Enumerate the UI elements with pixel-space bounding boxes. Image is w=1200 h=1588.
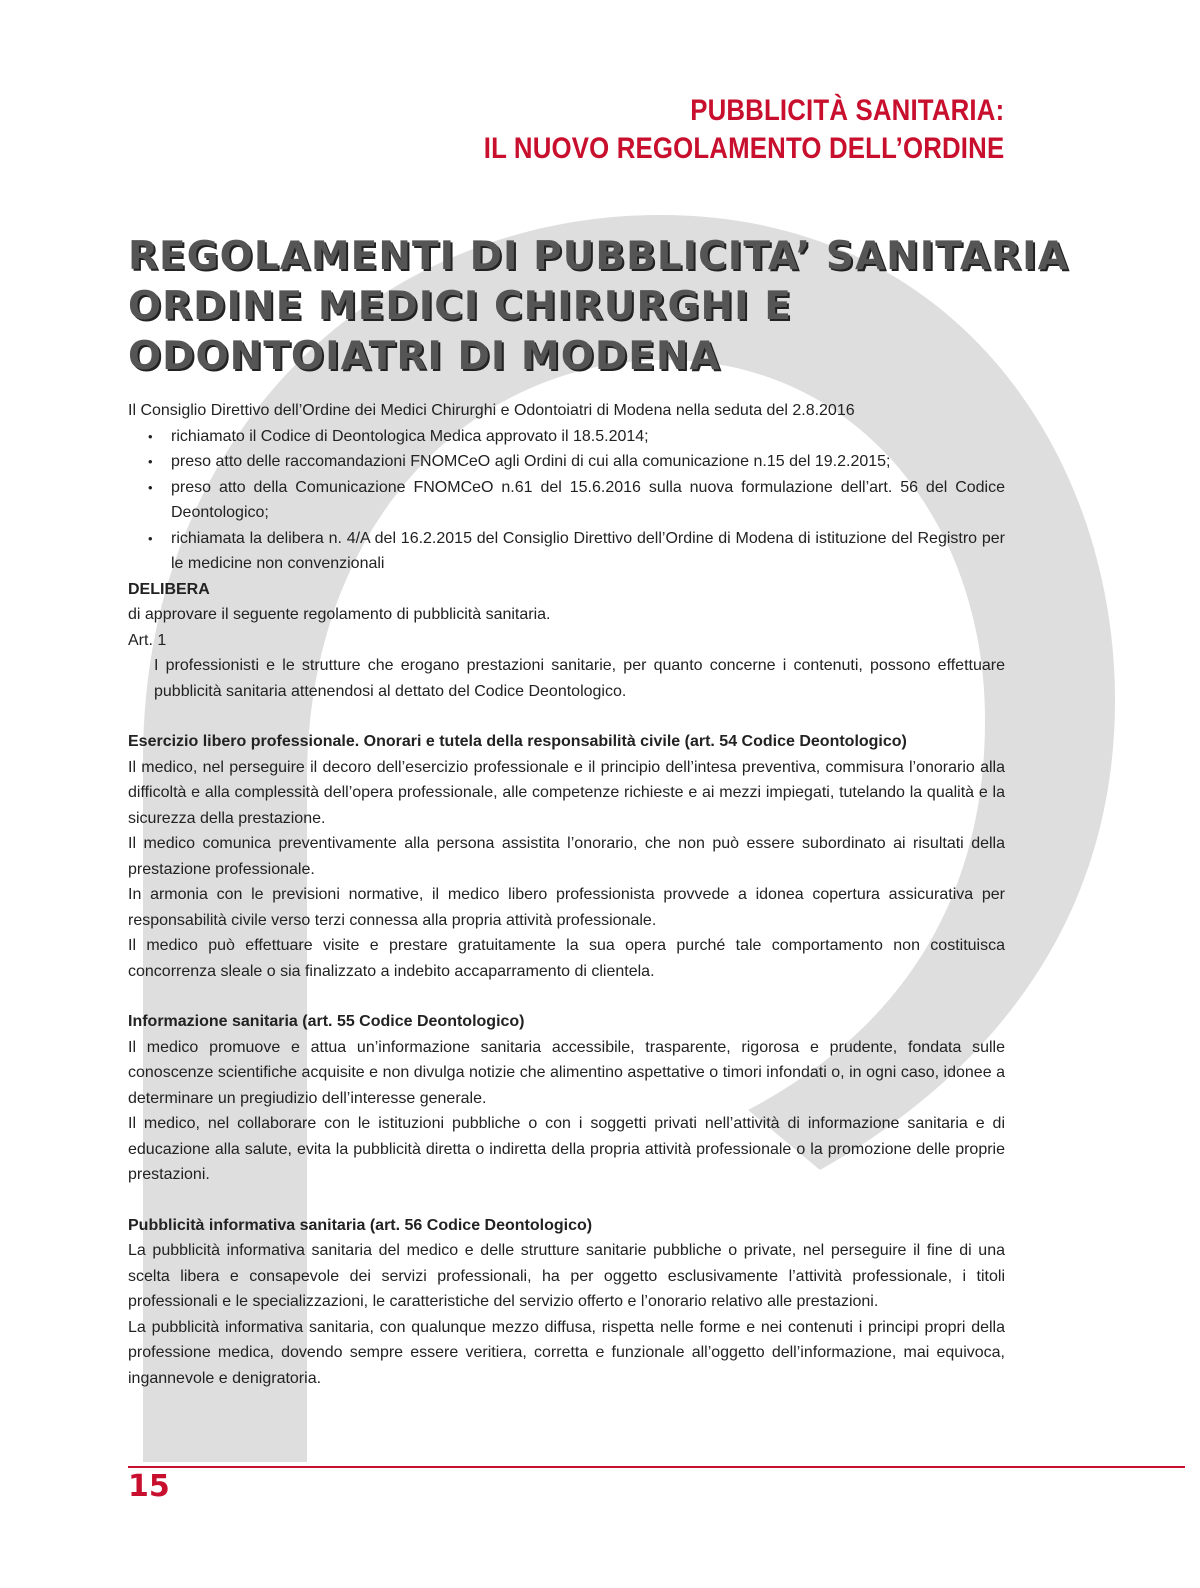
section-paragraph: Il medico, nel perseguire il decoro dell’esercizio professionale e il principio dell’intesa preventiva, commisura l’onorario alla difficoltà e alla complessità dell’opera professionale, alle competenze richieste e ai mezzi impiegati, tutelando la qualità e la sicurezza della prestazione. bbox=[128, 758, 1005, 827]
page-title-line-2: ORDINE MEDICI CHIRURGHI E bbox=[128, 284, 792, 329]
section-paragraph: Il medico può effettuare visite e prestare gratuitamente la sua opera purché tale comportamento non costituisca concorrenza sleale o sia finalizzato a indebito accaparramento di clientela. bbox=[128, 937, 1005, 980]
section-paragraph: Il medico, nel collaborare con le istituzioni pubbliche o con i soggetti privati nell’attività di informazione sanitaria e di educazione alla salute, evita la pubblicità diretta o indiretta della propria attività professionale o la promozione delle proprie prestazioni. bbox=[128, 1115, 1005, 1183]
art1-text: I professionisti e le strutture che erogano prestazioni sanitarie, per quanto concerne i contenuti, possono effettuare pubblicità sanitaria attenendosi al dettato del Codice Deontologico. bbox=[154, 657, 1005, 700]
delibera-heading: DELIBERA bbox=[128, 580, 210, 598]
art1-label: Art. 1 bbox=[128, 631, 167, 649]
document-body bbox=[128, 398, 1005, 1391]
section-title-art56: Pubblicità informativa sanitaria (art. 56 Codice Deontologico) bbox=[128, 1216, 593, 1234]
approve-paragraph: di approvare il seguente regolamento di pubblicità sanitaria. bbox=[128, 606, 551, 623]
section-paragraph: In armonia con le previsioni normative, il medico libero professionista provvede a idonea copertura assicurativa per responsabilità civile verso terzi connessa alla propria attività professionale. bbox=[128, 886, 1005, 929]
premise-item: • preso atto della Comunicazione FNOMCeO n.61 del 15.6.2016 sulla nuova formulazione dell’art. 56 del Codice Deontologico; bbox=[128, 475, 1005, 526]
footer-divider bbox=[128, 1466, 1185, 1468]
section-header-line-2: IL NUOVO REGOLAMENTO DELL’ORDINE bbox=[483, 132, 1004, 165]
premise-item: • preso atto delle raccomandazioni FNOMCeO agli Ordini di cui alla comunicazione n.15 del 19.2.2015; bbox=[128, 449, 1005, 475]
section-paragraph: La pubblicità informativa sanitaria, con qualunque mezzo diffusa, rispetta nelle forme e nei contenuti i principi propri della professione medica, dovendo sempre essere veritiera, corretta e funzionale all’oggetto dell’informazione, mai equivoca, ingannevole e denigratoria. bbox=[128, 1318, 1005, 1387]
page-title-line-3: ODONTOIATRI DI MODENA bbox=[128, 334, 721, 379]
premises-list bbox=[128, 424, 1005, 577]
premise-item: • richiamata la delibera n. 4/A del 16.2.2015 del Consiglio Direttivo dell’Ordine di Modena di istituzione del Registro per le medicine non convenzionali bbox=[128, 526, 1005, 577]
premise-item: • richiamato il Codice di Deontologica Medica approvato il 18.5.2014; bbox=[128, 424, 1005, 450]
page-title-line-1: REGOLAMENTI DI PUBBLICITA’ SANITARIA bbox=[128, 234, 1069, 279]
section-header bbox=[483, 92, 1004, 168]
section-header-line-1: PUBBLICITÀ SANITARIA: bbox=[689, 94, 1004, 127]
section-paragraph: Il medico comunica preventivamente alla persona assistita l’onorario, che non può essere subordinato ai risultati della prestazione professionale. bbox=[128, 835, 1005, 878]
page-title bbox=[128, 232, 1108, 382]
page-number: 15 bbox=[128, 1469, 170, 1504]
intro-paragraph: Il Consiglio Direttivo dell’Ordine dei Medici Chirurghi e Odontoiatri di Modena nella seduta del 2.8.2016 bbox=[128, 402, 855, 419]
section-paragraph: Il medico promuove e attua un’informazione sanitaria accessibile, trasparente, rigorosa e prudente, fondata sulle conoscenze scientifiche acquisite e non divulga notizie che alimentino aspettative o timori infondati o, in ogni caso, idonee a determinare un pregiudizio dell’interesse generale. bbox=[128, 1038, 1005, 1107]
section-title-art54: Esercizio libero professionale. Onorari e tutela della responsabilità civile (art. 54 Codice Deontologico) bbox=[128, 733, 907, 750]
section-title-art55: Informazione sanitaria (art. 55 Codice Deontologico) bbox=[128, 1013, 525, 1030]
section-paragraph: La pubblicità informativa sanitaria del medico e delle strutture sanitarie pubbliche o private, nel perseguire il fine di una scelta libera e consapevole dei servizi professionali, ha per oggetto esclusivamente l’attività professionale, i titoli professionali e le specializzazioni, le caratteristiche del servizio offerto e l’onorario relativo alle prestazioni. bbox=[128, 1242, 1005, 1310]
